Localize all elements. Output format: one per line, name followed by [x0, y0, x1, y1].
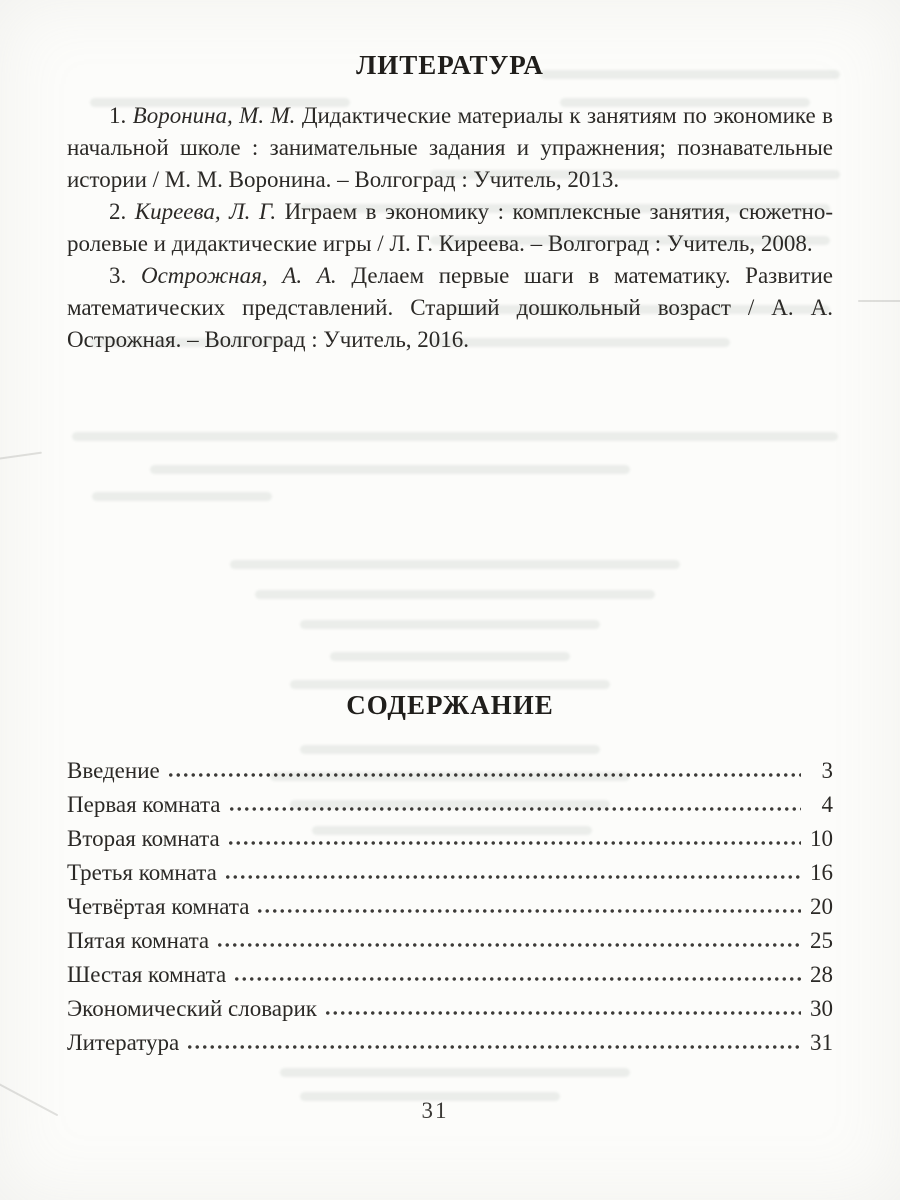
toc-dot-leader: [227, 838, 801, 848]
toc-entry-label: Экономический словарик: [67, 996, 317, 1021]
toc-entry-label: Третья комната: [67, 860, 217, 885]
reference-number: 3.: [109, 263, 127, 288]
toc-list: [67, 752, 833, 1058]
toc-dot-leader: [256, 906, 801, 916]
bibliography-section: [67, 50, 833, 356]
toc-entry-label: Введение: [67, 758, 160, 783]
toc-row: [67, 990, 833, 1024]
reference-entry: [67, 196, 833, 260]
toc-dot-leader: [228, 804, 802, 814]
toc-entry-page: 10: [810, 826, 833, 851]
toc-entry-page: 31: [810, 1030, 833, 1055]
toc-entry-page: 20: [810, 894, 833, 919]
toc-row: [67, 854, 833, 888]
toc-row: [67, 752, 833, 786]
toc-row: [67, 922, 833, 956]
toc-row: [67, 888, 833, 922]
toc-row: [67, 1024, 833, 1058]
toc-entry-page: 4: [821, 792, 833, 817]
toc-dot-leader: [233, 974, 801, 984]
toc-entry-label: Пятая комната: [67, 928, 210, 953]
reference-author: Киреева, Л. Г.: [134, 199, 277, 224]
bibliography-title: ЛИТЕРАТУРА: [356, 50, 544, 80]
toc-dot-leader: [186, 1042, 801, 1052]
page-number: 31: [421, 1098, 449, 1123]
toc-entry-label: Первая комната: [67, 792, 221, 817]
toc-row: [67, 820, 833, 854]
reference-number: 1.: [109, 103, 127, 128]
reference-text: Делаем первые шаги в математику. Развитие математических представлений. Старший дошкольный возраст / А. А. Острожная. – Волгоград : Учитель, 2016.: [67, 263, 834, 352]
reference-text: Дидактические материалы к занятиям по экономике в начальной школе : занимательные задания и упражнения; познавательные истории / М. М. Воронина. – Волгоград : Учитель, 2013.: [67, 103, 833, 192]
table-of-contents-title: СОДЕРЖАНИЕ: [346, 690, 554, 720]
toc-entry-label: Литература: [67, 1030, 180, 1055]
reference-entry: [67, 100, 833, 196]
reference-author: Острожная, А. А.: [140, 263, 337, 288]
reference-number: 2.: [109, 199, 127, 224]
toc-entry-label: Шестая комната: [67, 962, 227, 987]
table-of-contents-section: [67, 690, 833, 1058]
toc-entry-page: 16: [810, 860, 833, 885]
toc-entry-page: 30: [810, 996, 833, 1021]
toc-entry-label: Четвёртая комната: [67, 894, 250, 919]
toc-entry-page: 28: [810, 962, 833, 987]
toc-entry-page: 25: [810, 928, 833, 953]
toc-entry-page: 3: [821, 758, 833, 783]
reference-author: Воронина, М. М.: [132, 103, 296, 128]
toc-dot-leader: [224, 872, 801, 882]
reference-entry: [67, 260, 833, 356]
toc-row: [67, 786, 833, 820]
toc-dot-leader: [324, 1008, 801, 1018]
reference-text: Играем в экономику : комплексные занятия, сюжетно-ролевые и дидактические игры / Л. Г. Киреева. – Волгоград : Учитель, 2008.: [67, 199, 833, 256]
toc-row: [67, 956, 833, 990]
toc-entry-label: Вторая комната: [67, 826, 220, 851]
toc-dot-leader: [216, 940, 801, 950]
toc-dot-leader: [167, 770, 801, 780]
